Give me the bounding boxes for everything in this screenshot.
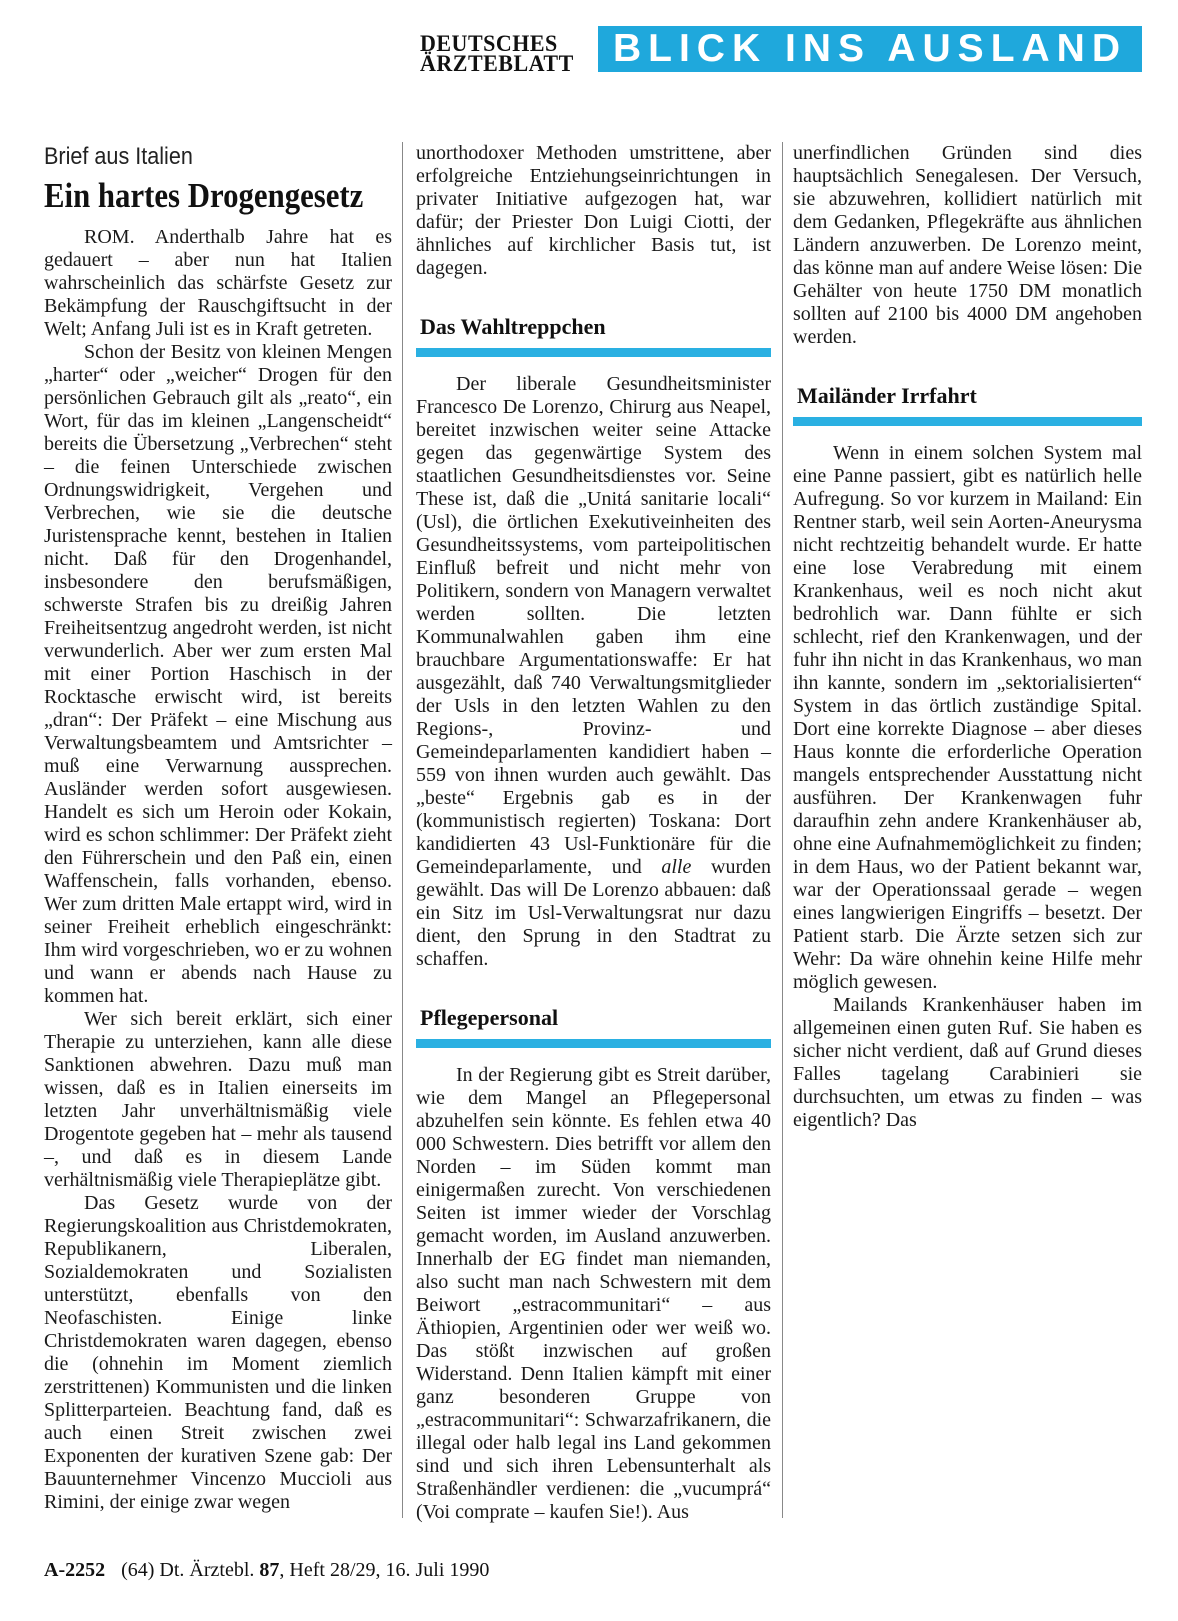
intro-paragraph-4-continued: unorthodoxer Methoden umstrittene, aber erfolgreiche Entziehungseinrichtungen in privater Initiative aufgezogen hat, war dafür; der Priester Don Luigi Ciotti, der ähnliches auf kirchlicher Basis tut, ist dagegen. <box>416 142 772 279</box>
intro-paragraph-3: Wer sich bereit erklärt, sich einer Therapie zu unterziehen, kann alle diese Sanktionen abwehren. Dazu muß man wissen, daß es in Italien einerseits im letzten Jahr unverhältnismäßig viele Drogentote gegeben hat – mehr als tausend –, und daß es in diesem Lande verhältnismäßig viele Therapieplätze gibt. <box>44 1008 393 1191</box>
subhead-mailaender-irrfahrt-block <box>793 383 1142 426</box>
article-column-1 <box>44 142 392 1514</box>
pflegepersonal-paragraph: In der Regierung gibt es Streit darüber, wie dem Mangel an Pflegepersonal abzuhelfen sein könnte. Es fehlen etwa 40 000 Schwestern. Dies betrifft vor allem den Norden – im Süden kommt man einigermaßen zurecht. Von verschiedenen Seiten ist immer wieder der Vorschlag gemacht worden, im Ausland anzuwerben. Innerhalb der EG findet man niemanden, also sucht man nach Schwestern mit dem Beiwort „estracommunitari“ – aus Äthiopien, Argentinien oder wer weiß wo. Das stößt inzwischen auf großen Widerstand. Denn Italien kämpft mit einer ganz besonderen Gruppe von „estracommunitari“: Schwarzafrikanern, die illegal oder halb legal ins Land gekommen sind und sich ihren Lebensunterhalt als Straßenhändler verdienen: die „vucumprá“ (Voi comprate – kaufen Sie!). Aus <box>416 1064 772 1523</box>
citation-suffix: , Heft 28/29, 16. Juli 1990 <box>279 1559 490 1581</box>
pflegepersonal-paragraph-continued: unerfindlichen Gründen sind dies hauptsächlich Senegalesen. Der Versuch, sie abzuwehren, kollidiert natürlich mit dem Gedanken, Pflegekräfte aus ähnlichen Ländern anzuwerben. De Lorenzo meint, das könne man auf andere Weise lösen: Die Gehälter von heute 1750 DM monatlich sollten auf 2100 bis 4000 DM angehoben werden. <box>793 142 1143 348</box>
page-number: A-2252 <box>44 1559 106 1581</box>
article-column-2 <box>416 142 771 1524</box>
subhead-mailaender-irrfahrt: Mailänder Irrfahrt <box>797 383 977 408</box>
article-kicker: Brief aus Italien <box>44 143 193 170</box>
subhead-wahltreppchen: Das Wahltreppchen <box>420 314 606 339</box>
article-title: Ein hartes Drogengesetz <box>44 176 364 215</box>
column-3-text <box>793 142 1142 1132</box>
publication-line-1: DEUTSCHES <box>420 29 558 57</box>
subhead-rule <box>416 348 771 357</box>
subhead-pflegepersonal-block <box>416 1005 771 1048</box>
column-divider-2 <box>782 142 783 1518</box>
subhead-rule <box>416 1039 771 1048</box>
intro-paragraph-1: ROM. Anderthalb Jahre hat es gedauert – aber nun hat Italien wahrscheinlich das schärfste Gesetz zur Bekämpfung der Rauschgiftsucht in der Welt; Anfang Juli ist es in Kraft getreten. <box>44 226 393 340</box>
page-footer <box>44 1558 489 1582</box>
citation-prefix: (64) Dt. Ärztebl. <box>121 1559 255 1581</box>
section-banner: BLICK INS AUSLAND <box>598 26 1142 72</box>
column-2-text <box>416 142 771 1524</box>
intro-paragraph-2: Schon der Besitz von kleinen Mengen „harter“ oder „weicher“ Drogen für den persönlichen Gebrauch gilt als „reato“, ein Wort, für das im kleinen „Langenscheidt“ bereits die Übersetzung „Verbrechen“ steht – die feinen Unterschiede zwischen Ordnungswidrigkeit, Vergehen und Verbrechen, wie sie die deutsche Juristensprache kennt, bestehen in Italien nicht. Daß für den Drogenhandel, insbesondere den berufsmäßigen, schwerste Strafen bis zu dreißig Jahren Freiheitsentzug angedroht werden, ist nicht verwunderlich. Aber wer zum ersten Mal mit einer Portion Haschisch in der Rocktasche erwischt wird, ist bereits „dran“: Der Präfekt – eine Mischung aus Verwaltungsbeamtem und Amtsrichter – muß eine Verwarnung aussprechen. Ausländer werden sofort ausgewiesen. Handelt es sich um Heroin oder Kokain, wird es schon schlimmer: Der Präfekt zieht den Führerschein und den Paß ein, einen Waffenschein, falls vorhanden, ebenso. Wer zum dritten Male ertappt wird, wird in seiner Freiheit erheblich eingeschränkt: Ihm wird vorgeschrieben, wo er zu wohnen und wann er abends nach Hause zu kommen hat. <box>44 341 393 1007</box>
article-column-3 <box>793 142 1142 1132</box>
intro-paragraph-4: Das Gesetz wurde von der Regierungskoalition aus Christdemokraten, Republikanern, Liberalen, Sozialdemokraten und Sozialisten unterstützt, ebenfalls von den Neofaschisten. Einige linke Christdemokraten waren dagegen, ebenso die (ohnehin im Moment ziemlich zerstrittenen) Kommunisten und die linken Splitterparteien. Beachtung fand, daß es auch einen Streit zwischen zwei Exponenten der kurativen Szene gab: Der Bauunternehmer Vincenzo Muccioli aus Rimini, der einige zwar wegen <box>44 1192 393 1513</box>
publication-name <box>420 29 592 77</box>
irrfahrt-paragraph-2: Mailands Krankenhäuser haben im allgemeinen einen guten Ruf. Sie haben es sicher nicht verdient, daß auf Grund dieses Falles tagelang Carabinieri sie durchsuchten, um etwas zu finden – was eigentlich? Das <box>793 994 1143 1131</box>
subhead-pflegepersonal: Pflegepersonal <box>420 1005 559 1030</box>
irrfahrt-paragraph-1: Wenn in einem solchen System mal eine Panne passiert, gibt es natürlich helle Aufregung. So vor kurzem in Mailand: Ein Rentner starb, weil sein Aorten-Aneurysma nicht rechtzeitig behandelt wurde. Er hatte eine lose Verabredung mit einem Krankenhaus, weil es noch nicht akut bedrohlich war. Dann fühlte er sich schlecht, rief den Krankenwagen, und der fuhr ihn nicht in das Krankenhaus, wo man ihn kannte, sondern im „sektorialisierten“ System in das örtlich zuständige Spital. Dort eine korrekte Diagnose – aber dieses Haus konnte die erforderliche Operation mangels entsprechender Ausstattung nicht ausführen. Der Krankenwagen fuhr daraufhin zehn andere Krankenhäuser ab, ohne eine Aufnahmemöglichkeit zu finden; in dem Haus, wo der Patient bekannt war, war der Operationssaal gerade – wegen eines langwierigen Eingriffs – besetzt. Der Patient starb. Die Ärzte setzen sich zur Wehr: Da wäre ohnehin keine Hilfe mehr möglich gewesen. <box>793 442 1143 993</box>
publication-line-2: ÄRZTEBLATT <box>420 49 574 77</box>
column-divider-1 <box>402 142 403 1518</box>
column-1-text <box>44 226 392 1514</box>
subhead-wahltreppchen-block <box>416 314 771 357</box>
volume-number: 87 <box>259 1559 280 1581</box>
emphasis: alle <box>661 856 692 878</box>
subhead-rule <box>793 417 1142 426</box>
wahltreppchen-paragraph: Der liberale Gesundheitsminister Francesco De Lorenzo, Chirurg aus Neapel, bereitet inzwischen weiter seine Attacke gegen das gegenwärtige System des staatlichen Gesundheitsdienstes vor. Seine These ist, daß die „Unitá sanitarie locali“ (Usl), die örtlichen Exekutiveinheiten des Gesundheitssystems, vom parteipolitischen Einfluß befreit und nicht mehr von Politikern, sondern von Managern verwaltet werden sollten. Die letzten Kommunalwahlen gaben ihm eine brauchbare Argumentationswaffe: Er hat ausgezählt, daß 740 Verwaltungsmitglieder der Usls in den letzten Wahlen zu den Regions-, Provinz- und Gemeindeparlamenten kandidiert haben – 559 von ihnen wurden auch gewählt. Das „beste“ Ergebnis gab es in der (kommunistisch regierten) Toskana: Dort kandidierten 43 Usl-Funktionäre für die Gemeindeparlamente, und alle wurden gewählt. Das will De Lorenzo abbauen: daß ein Sitz im Usl-Verwaltungsrat nur dazu dient, den Sprung in den Stadtrat zu schaffen. <box>416 373 772 970</box>
